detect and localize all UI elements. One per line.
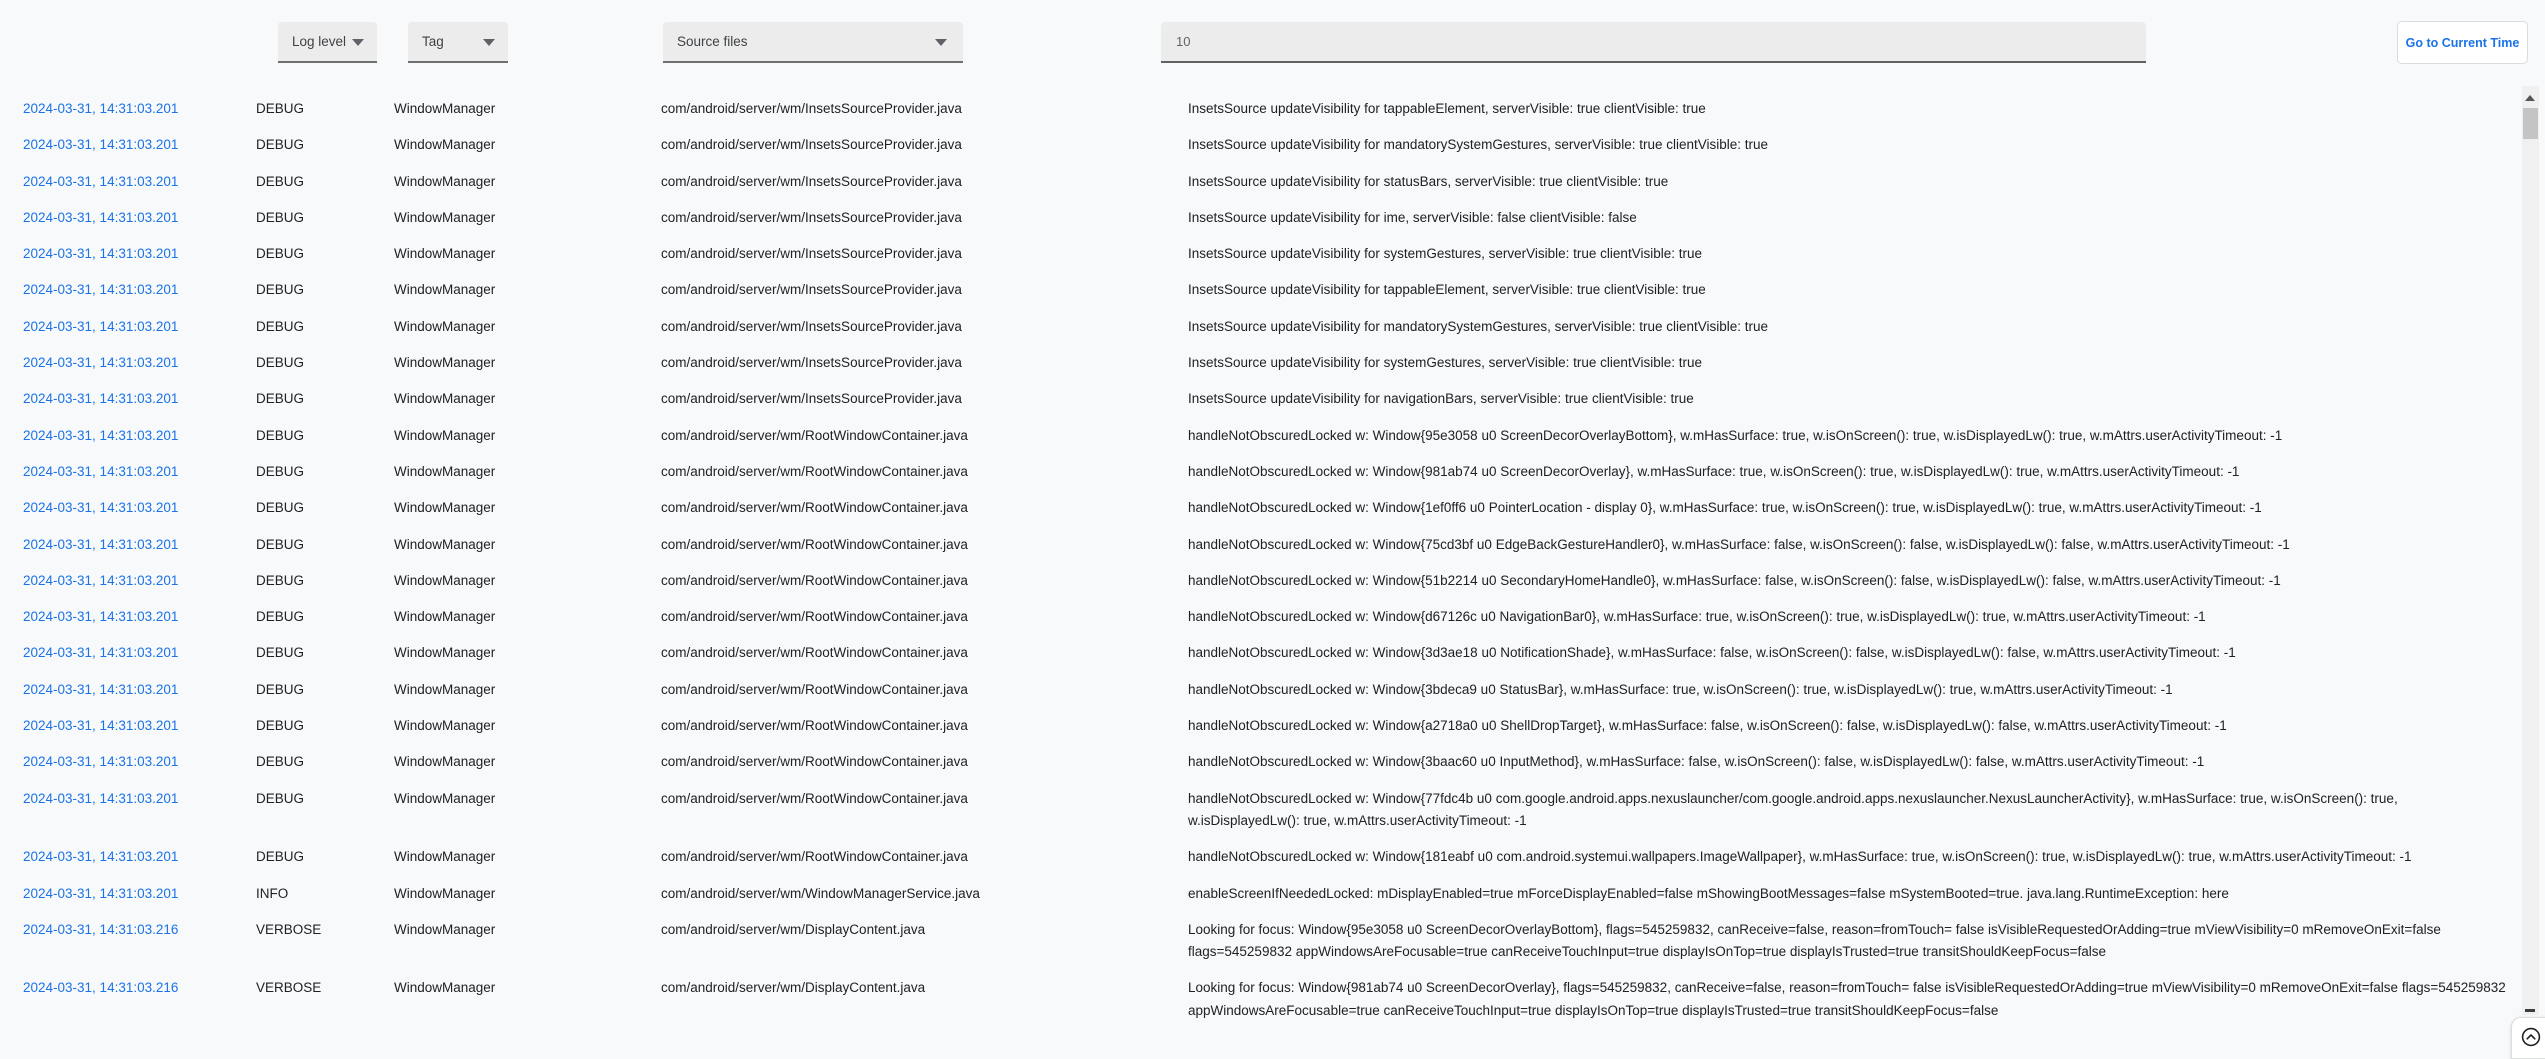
log-row xyxy=(0,127,2520,163)
log-level: DEBUG xyxy=(256,209,305,225)
log-message: InsetsSource updateVisibility for mandatorySystemGestures, serverVisible: true clientVisible: true xyxy=(1188,137,1769,153)
log-row xyxy=(0,309,2520,345)
log-tag: WindowManager xyxy=(394,427,496,443)
log-timestamp-link[interactable]: 2024-03-31, 14:31:03.201 xyxy=(23,318,179,334)
log-row xyxy=(0,876,2520,912)
log-row xyxy=(0,970,2520,1029)
log-timestamp-link[interactable]: 2024-03-31, 14:31:03.216 xyxy=(23,980,179,996)
log-timestamp-link[interactable]: 2024-03-31, 14:31:03.201 xyxy=(23,536,179,552)
log-level: DEBUG xyxy=(256,849,305,865)
log-level: DEBUG xyxy=(256,609,305,625)
log-message: handleNotObscuredLocked w: Window{3bdeca9 u0 StatusBar}, w.mHasSurface: true, w.isOnScreen(): true, w.isDisplayedLw(): true, w.mAttrs.userActivityTimeout: -1 xyxy=(1188,681,2173,697)
log-message: InsetsSource updateVisibility for tappableElement, serverVisible: true clientVisible: true xyxy=(1188,282,1706,298)
vertical-scrollbar[interactable] xyxy=(2522,86,2539,1015)
log-level: INFO xyxy=(256,885,289,901)
log-level: VERBOSE xyxy=(256,921,322,937)
log-source: com/android/server/wm/RootWindowContainer.java xyxy=(661,754,968,770)
log-row xyxy=(0,781,2520,840)
log-timestamp-link[interactable]: 2024-03-31, 14:31:03.216 xyxy=(23,921,179,937)
log-message: InsetsSource updateVisibility for systemGestures, serverVisible: true clientVisible: true xyxy=(1188,355,1702,371)
log-row xyxy=(0,527,2520,563)
log-message: handleNotObscuredLocked w: Window{981ab74 u0 ScreenDecorOverlay}, w.mHasSurface: true, w.isOnScreen(): true, w.isDisplayedLw(): true, w.mAttrs.userActivityTimeout: -1 xyxy=(1188,463,2240,479)
log-level-dropdown-label: Log level xyxy=(292,34,347,49)
log-tag: WindowManager xyxy=(394,645,496,661)
log-row xyxy=(0,490,2520,526)
tag-dropdown-label: Tag xyxy=(422,34,444,49)
log-row xyxy=(0,200,2520,236)
log-level: DEBUG xyxy=(256,137,305,153)
log-source: com/android/server/wm/InsetsSourceProvider.java xyxy=(661,318,962,334)
log-tag: WindowManager xyxy=(394,754,496,770)
log-tag: WindowManager xyxy=(394,500,496,516)
log-message: handleNotObscuredLocked w: Window{1ef0ff6 u0 PointerLocation - display 0}, w.mHasSurface: true, w.isOnScreen(): true, w.isDisplayedLw(): true, w.mAttrs.userActivityTimeout: -1 xyxy=(1188,500,2262,516)
log-source: com/android/server/wm/RootWindowContainer.java xyxy=(661,463,968,479)
log-row xyxy=(0,91,2520,127)
log-row xyxy=(0,599,2520,635)
log-message: InsetsSource updateVisibility for mandatorySystemGestures, serverVisible: true clientVisible: true xyxy=(1188,318,1769,334)
dropdown-arrow-icon xyxy=(483,39,495,46)
log-tag: WindowManager xyxy=(394,681,496,697)
log-tag: WindowManager xyxy=(394,885,496,901)
go-to-current-time-label: Go to Current Time xyxy=(2405,35,2520,50)
log-timestamp-link[interactable]: 2024-03-31, 14:31:03.201 xyxy=(23,137,179,153)
scrollbar-thumb[interactable] xyxy=(2523,108,2538,139)
log-message: Looking for focus: Window{981ab74 u0 ScreenDecorOverlay}, flags=545259832, canReceive=false, reason=fromTouch= false isVisibleRequestedOrAdding=true mViewVisibility=0 mRemoveOnExit=false flags=545259832 appWindowsAreFocusable=true canReceiveTouchInput=true displayIsOnTop=true displayIsTrusted=true transitShouldKeepFocus=false xyxy=(1188,980,2506,1018)
log-source: com/android/server/wm/RootWindowContainer.java xyxy=(661,681,968,697)
tag-dropdown[interactable] xyxy=(408,22,508,63)
log-timestamp-link[interactable]: 2024-03-31, 14:31:03.201 xyxy=(23,500,179,516)
log-timestamp-link[interactable]: 2024-03-31, 14:31:03.201 xyxy=(23,849,179,865)
log-level: DEBUG xyxy=(256,246,305,262)
log-row xyxy=(0,454,2520,490)
log-source: com/android/server/wm/WindowManagerService.java xyxy=(661,885,980,901)
log-source: com/android/server/wm/InsetsSourceProvider.java xyxy=(661,101,962,116)
log-row xyxy=(0,236,2520,272)
log-tag: WindowManager xyxy=(394,849,496,865)
log-timestamp-link[interactable]: 2024-03-31, 14:31:03.201 xyxy=(23,173,179,189)
log-level: DEBUG xyxy=(256,500,305,516)
log-level: DEBUG xyxy=(256,681,305,697)
log-row xyxy=(0,381,2520,417)
log-level: DEBUG xyxy=(256,427,305,443)
log-level: DEBUG xyxy=(256,282,305,298)
log-tag: WindowManager xyxy=(394,391,496,407)
log-row xyxy=(0,272,2520,308)
log-message: InsetsSource updateVisibility for tappableElement, serverVisible: true clientVisible: true xyxy=(1188,101,1706,116)
log-tag: WindowManager xyxy=(394,572,496,588)
log-message: handleNotObscuredLocked w: Window{d67126c u0 NavigationBar0}, w.mHasSurface: true, w.isOnScreen(): true, w.isDisplayedLw(): true, w.mAttrs.userActivityTimeout: -1 xyxy=(1188,609,2206,625)
log-tag: WindowManager xyxy=(394,609,496,625)
dropdown-arrow-icon xyxy=(352,39,364,46)
log-timestamp-link[interactable]: 2024-03-31, 14:31:03.201 xyxy=(23,355,179,371)
log-source: com/android/server/wm/RootWindowContainer.java xyxy=(661,849,968,865)
source-files-dropdown-label: Source files xyxy=(677,34,748,49)
log-message: handleNotObscuredLocked w: Window{77fdc4b u0 com.google.android.apps.nexuslauncher/com.google.android.apps.nexuslauncher.NexusLauncherActivity}, w.mHasSurface: true, w.isOnScreen(): true, w.isDisplayedLw(): true, w.mAttrs.userActivityTimeout: -1 xyxy=(1188,790,2398,828)
log-source: com/android/server/wm/InsetsSourceProvider.java xyxy=(661,209,962,225)
log-row xyxy=(0,708,2520,744)
log-row xyxy=(0,418,2520,454)
log-message: InsetsSource updateVisibility for ime, serverVisible: false clientVisible: false xyxy=(1188,209,1637,225)
log-timestamp-link[interactable]: 2024-03-31, 14:31:03.201 xyxy=(23,246,179,262)
log-source: com/android/server/wm/DisplayContent.java xyxy=(661,980,926,996)
log-tag: WindowManager xyxy=(394,246,496,262)
log-source: com/android/server/wm/DisplayContent.java xyxy=(661,921,926,937)
log-level: DEBUG xyxy=(256,572,305,588)
log-source: com/android/server/wm/RootWindowContainer.java xyxy=(661,500,968,516)
scrollbar-up-arrow-icon[interactable] xyxy=(2525,95,2535,101)
log-level: DEBUG xyxy=(256,355,305,371)
log-level-dropdown[interactable] xyxy=(278,22,377,63)
log-timestamp-link[interactable]: 2024-03-31, 14:31:03.201 xyxy=(23,790,179,806)
log-level: DEBUG xyxy=(256,718,305,734)
log-level: DEBUG xyxy=(256,790,305,806)
log-level: VERBOSE xyxy=(256,980,322,996)
log-source: com/android/server/wm/RootWindowContainer.java xyxy=(661,536,968,552)
log-source: com/android/server/wm/RootWindowContainer.java xyxy=(661,572,968,588)
filter-toolbar xyxy=(0,0,2545,85)
log-tag: WindowManager xyxy=(394,790,496,806)
log-message: handleNotObscuredLocked w: Window{51b2214 u0 SecondaryHomeHandle0}, w.mHasSurface: false, w.isOnScreen(): false, w.isDisplayedLw(): false, w.mAttrs.userActivityTimeout: -1 xyxy=(1188,572,2281,588)
log-message: handleNotObscuredLocked w: Window{181eabf u0 com.android.systemui.wallpapers.ImageWallpaper}, w.mHasSurface: true, w.isOnScreen(): true, w.isDisplayedLw(): true, w.mAttrs.userActivityTimeout: -1 xyxy=(1188,849,2412,865)
log-tag: WindowManager xyxy=(394,718,496,734)
log-timestamp-link[interactable]: 2024-03-31, 14:31:03.201 xyxy=(23,609,179,625)
log-message: InsetsSource updateVisibility for statusBars, serverVisible: true clientVisible: true xyxy=(1188,173,1669,189)
log-tag: WindowManager xyxy=(394,355,496,371)
log-tag: WindowManager xyxy=(394,209,496,225)
log-source: com/android/server/wm/InsetsSourceProvider.java xyxy=(661,246,962,262)
scrollbar-down-arrow-icon[interactable] xyxy=(2525,1009,2535,1012)
log-timestamp-link[interactable]: 2024-03-31, 14:31:03.201 xyxy=(23,718,179,734)
log-row xyxy=(0,839,2520,875)
log-level: DEBUG xyxy=(256,173,305,189)
log-row xyxy=(0,563,2520,599)
log-row xyxy=(0,345,2520,381)
dropdown-arrow-icon xyxy=(935,39,947,46)
log-message: handleNotObscuredLocked w: Window{a2718a0 u0 ShellDropTarget}, w.mHasSurface: false, w.isOnScreen(): false, w.isDisplayedLw(): false, w.mAttrs.userActivityTimeout: -1 xyxy=(1188,718,2227,734)
log-timestamp-link[interactable]: 2024-03-31, 14:31:03.201 xyxy=(23,681,179,697)
log-message: InsetsSource updateVisibility for navigationBars, serverVisible: true clientVisible: true xyxy=(1188,391,1694,407)
log-level: DEBUG xyxy=(256,463,305,479)
go-to-current-time-button[interactable] xyxy=(2397,21,2528,64)
log-tag: WindowManager xyxy=(394,921,496,937)
log-tag: WindowManager xyxy=(394,463,496,479)
log-source: com/android/server/wm/RootWindowContainer.java xyxy=(661,645,968,661)
log-message: handleNotObscuredLocked w: Window{95e3058 u0 ScreenDecorOverlayBottom}, w.mHasSurface: true, w.isOnScreen(): true, w.isDisplayedLw(): true, w.mAttrs.userActivityTimeout: -1 xyxy=(1188,427,2283,443)
log-level: DEBUG xyxy=(256,391,305,407)
log-timestamp-link[interactable]: 2024-03-31, 14:31:03.201 xyxy=(23,427,179,443)
log-row xyxy=(0,635,2520,671)
log-row xyxy=(0,744,2520,780)
log-timestamp-link[interactable]: 2024-03-31, 14:31:03.201 xyxy=(23,463,179,479)
log-row xyxy=(0,164,2520,200)
log-timestamp-link[interactable]: 2024-03-31, 14:31:03.201 xyxy=(23,282,179,298)
log-timestamp-link[interactable]: 2024-03-31, 14:31:03.201 xyxy=(23,754,179,770)
log-level: DEBUG xyxy=(256,318,305,334)
log-source: com/android/server/wm/InsetsSourceProvider.java xyxy=(661,137,962,153)
source-files-dropdown[interactable] xyxy=(663,22,963,63)
log-timestamp-link[interactable]: 2024-03-31, 14:31:03.201 xyxy=(23,391,179,407)
log-message: enableScreenIfNeededLocked: mDisplayEnabled=true mForceDisplayEnabled=false mShowingBootMessages=false mSystemBooted=true. java.lang.RuntimeException: here xyxy=(1188,885,2229,901)
log-tag: WindowManager xyxy=(394,137,496,153)
log-timestamp-link[interactable]: 2024-03-31, 14:31:03.201 xyxy=(23,885,179,901)
log-source: com/android/server/wm/RootWindowContainer.java xyxy=(661,790,968,806)
log-source: com/android/server/wm/InsetsSourceProvider.java xyxy=(661,173,962,189)
circled-chevron-up-icon xyxy=(2521,1027,2541,1047)
log-message: Looking for focus: Window{95e3058 u0 ScreenDecorOverlayBottom}, flags=545259832, canReceive=false, reason=fromTouch= false isVisibleRequestedOrAdding=true mViewVisibility=0 mRemoveOnExit=false flags=545259832 appWindowsAreFocusable=true canReceiveTouchInput=true displayIsOnTop=true displayIsTrusted=true transitShouldKeepFocus=false xyxy=(1188,921,2441,960)
log-level: DEBUG xyxy=(256,754,305,770)
log-message: InsetsSource updateVisibility for systemGestures, serverVisible: true clientVisible: true xyxy=(1188,246,1702,262)
log-tag: WindowManager xyxy=(394,282,496,298)
log-source: com/android/server/wm/RootWindowContainer.java xyxy=(661,427,968,443)
log-table xyxy=(0,91,2520,1029)
log-timestamp-link[interactable]: 2024-03-31, 14:31:03.201 xyxy=(23,572,179,588)
log-level: DEBUG xyxy=(256,645,305,661)
log-tag: WindowManager xyxy=(394,536,496,552)
log-timestamp-link[interactable]: 2024-03-31, 14:31:03.201 xyxy=(23,645,179,661)
log-source: com/android/server/wm/InsetsSourceProvider.java xyxy=(661,391,962,407)
log-source: com/android/server/wm/InsetsSourceProvider.java xyxy=(661,355,962,371)
log-tag: WindowManager xyxy=(394,173,496,189)
log-timestamp-link[interactable]: 2024-03-31, 14:31:03.201 xyxy=(23,101,179,116)
log-timestamp-link[interactable]: 2024-03-31, 14:31:03.201 xyxy=(23,209,179,225)
log-message: handleNotObscuredLocked w: Window{3baac60 u0 InputMethod}, w.mHasSurface: false, w.isOnScreen(): false, w.isDisplayedLw(): false, w.mAttrs.userActivityTimeout: -1 xyxy=(1188,754,2205,770)
log-row xyxy=(0,672,2520,708)
log-source: com/android/server/wm/RootWindowContainer.java xyxy=(661,718,968,734)
scroll-to-top-button[interactable] xyxy=(2511,1017,2545,1059)
log-level: DEBUG xyxy=(256,101,305,116)
log-source: com/android/server/wm/InsetsSourceProvider.java xyxy=(661,282,962,298)
log-message: handleNotObscuredLocked w: Window{3d3ae18 u0 NotificationShade}, w.mHasSurface: false, w.isOnScreen(): false, w.isDisplayedLw(): false, w.mAttrs.userActivityTimeout: -1 xyxy=(1188,645,2236,661)
log-tag: WindowManager xyxy=(394,318,496,334)
log-tag: WindowManager xyxy=(394,980,496,996)
log-tag: WindowManager xyxy=(394,101,496,116)
log-level: DEBUG xyxy=(256,536,305,552)
limit-input[interactable] xyxy=(1161,22,2146,63)
log-message: handleNotObscuredLocked w: Window{75cd3bf u0 EdgeBackGestureHandler0}, w.mHasSurface: false, w.isOnScreen(): false, w.isDisplayedLw(): false, w.mAttrs.userActivityTimeout: -1 xyxy=(1188,536,2290,552)
log-row xyxy=(0,912,2520,971)
log-source: com/android/server/wm/RootWindowContainer.java xyxy=(661,609,968,625)
